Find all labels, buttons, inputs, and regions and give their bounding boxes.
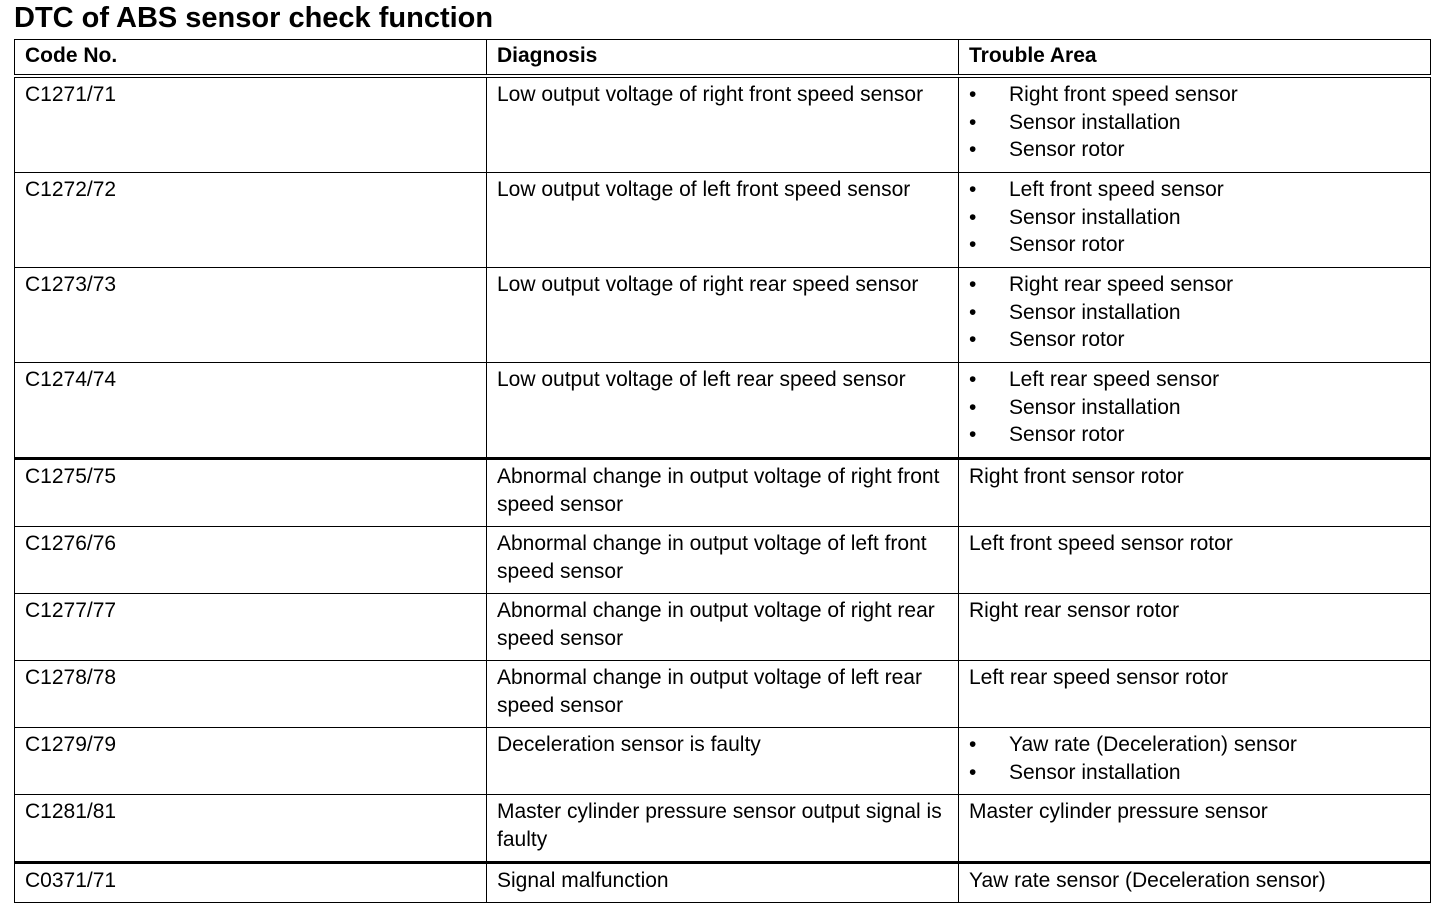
trouble-area-cell: Right front sensor rotor <box>959 459 1431 527</box>
trouble-list <box>969 366 1420 449</box>
header-code: Code No. <box>15 40 487 77</box>
trouble-area-cell <box>959 728 1431 795</box>
header-diagnosis: Diagnosis <box>487 40 959 77</box>
trouble-item: • Right front speed sensor <box>969 81 1420 109</box>
diagnosis-cell: Abnormal change in output voltage of left rear speed sensor <box>487 661 959 728</box>
trouble-area-cell: Left front speed sensor rotor <box>959 527 1431 594</box>
trouble-area-cell <box>959 363 1431 459</box>
trouble-item: • Sensor installation <box>969 109 1420 137</box>
table-row <box>15 76 1431 173</box>
code-cell: C0371/71 <box>15 863 487 903</box>
table-row <box>15 268 1431 363</box>
trouble-list <box>969 271 1420 354</box>
trouble-item: • Sensor installation <box>969 759 1420 787</box>
trouble-item: • Right rear speed sensor <box>969 271 1420 299</box>
trouble-area-cell: Right rear sensor rotor <box>959 594 1431 661</box>
page-title: DTC of ABS sensor check function <box>14 2 494 34</box>
dtc-table <box>14 39 1431 903</box>
diagnosis-cell: Low output voltage of right front speed sensor <box>487 76 959 173</box>
code-cell: C1271/71 <box>15 76 487 173</box>
trouble-area-cell <box>959 268 1431 363</box>
trouble-item: • Sensor rotor <box>969 136 1420 164</box>
table-row <box>15 459 1431 527</box>
table-row <box>15 863 1431 903</box>
code-cell: C1272/72 <box>15 173 487 268</box>
code-cell: C1277/77 <box>15 594 487 661</box>
trouble-list <box>969 731 1420 786</box>
trouble-item: • Sensor rotor <box>969 421 1420 449</box>
diagnosis-cell: Low output voltage of left rear speed sensor <box>487 363 959 459</box>
header-trouble-area: Trouble Area <box>959 40 1431 77</box>
diagnosis-cell: Master cylinder pressure sensor output signal is faulty <box>487 795 959 863</box>
trouble-item: • Sensor rotor <box>969 231 1420 259</box>
table-row <box>15 661 1431 728</box>
trouble-item: • Sensor installation <box>969 299 1420 327</box>
code-cell: C1274/74 <box>15 363 487 459</box>
diagnosis-cell: Abnormal change in output voltage of right front speed sensor <box>487 459 959 527</box>
diagnosis-cell: Deceleration sensor is faulty <box>487 728 959 795</box>
trouble-list <box>969 176 1420 259</box>
trouble-area-cell: Yaw rate sensor (Deceleration sensor) <box>959 863 1431 903</box>
table-row <box>15 728 1431 795</box>
trouble-item: • Sensor installation <box>969 394 1420 422</box>
diagnosis-cell: Signal malfunction <box>487 863 959 903</box>
diagnosis-cell: Low output voltage of left front speed sensor <box>487 173 959 268</box>
diagnosis-cell: Low output voltage of right rear speed sensor <box>487 268 959 363</box>
code-cell: C1275/75 <box>15 459 487 527</box>
trouble-area-cell <box>959 173 1431 268</box>
code-cell: C1278/78 <box>15 661 487 728</box>
diagnosis-cell: Abnormal change in output voltage of left front speed sensor <box>487 527 959 594</box>
trouble-area-cell <box>959 76 1431 173</box>
trouble-item: • Yaw rate (Deceleration) sensor <box>969 731 1420 759</box>
table-row <box>15 594 1431 661</box>
table-row <box>15 173 1431 268</box>
table-header-row <box>15 40 1431 77</box>
code-cell: C1276/76 <box>15 527 487 594</box>
trouble-item: • Sensor installation <box>969 204 1420 232</box>
table-row <box>15 527 1431 594</box>
code-cell: C1279/79 <box>15 728 487 795</box>
trouble-list <box>969 81 1420 164</box>
trouble-item: • Left front speed sensor <box>969 176 1420 204</box>
trouble-area-cell: Left rear speed sensor rotor <box>959 661 1431 728</box>
trouble-area-cell: Master cylinder pressure sensor <box>959 795 1431 863</box>
trouble-item: • Left rear speed sensor <box>969 366 1420 394</box>
code-cell: C1273/73 <box>15 268 487 363</box>
table-row <box>15 363 1431 459</box>
diagnosis-cell: Abnormal change in output voltage of right rear speed sensor <box>487 594 959 661</box>
code-cell: C1281/81 <box>15 795 487 863</box>
trouble-item: • Sensor rotor <box>969 326 1420 354</box>
table-row <box>15 795 1431 863</box>
